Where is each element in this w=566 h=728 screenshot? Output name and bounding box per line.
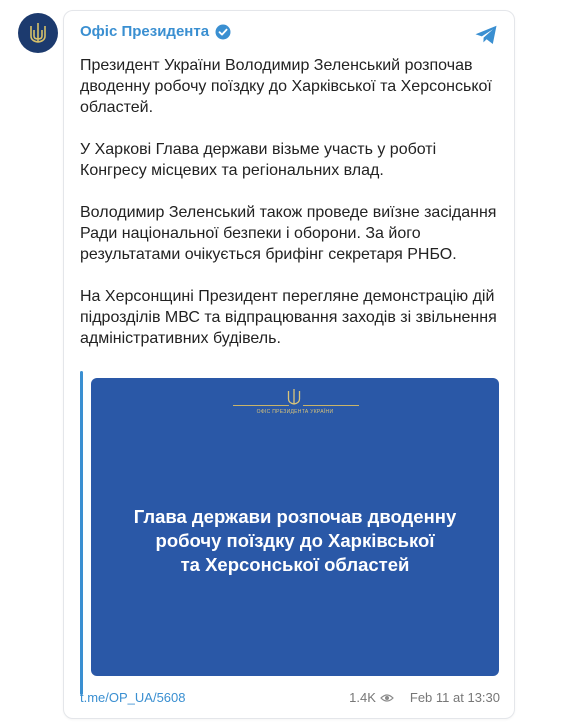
image-headline: [91, 505, 499, 577]
post-header: [80, 23, 231, 40]
verified-icon: [215, 24, 231, 40]
post-paragraph: Президент України Володимир Зеленський розпочав дводенну робочу поїздку до Харківської та Херсонської областей.: [80, 57, 492, 116]
channel-name[interactable]: Офіс Президента: [80, 23, 210, 40]
trident-icon: [29, 22, 47, 44]
post-paragraph: Володимир Зеленський також проведе виїзне засідання Ради національної безпеки і оборони. За його результатами очікується брифінг секретаря РНБО.: [80, 204, 497, 263]
post-card: [63, 10, 515, 719]
image-headline-line: та Херсонської областей: [180, 554, 410, 575]
trident-icon: [287, 388, 301, 406]
view-count: 1.4K: [349, 690, 376, 705]
post-meta: [349, 690, 500, 705]
post-paragraph: На Херсонщині Президент перегляне демонстрацію дій підрозділів МВС та відпрацювання заходів зі звільнення адміністративних будівель.: [80, 288, 497, 347]
image-headline-line: Глава держави розпочав дводенну: [133, 506, 457, 527]
post-paragraph: У Харкові Глава держави візьме участь у роботі Конгресу місцевих та регіональних влад.: [80, 141, 437, 179]
image-headline-line: робочу поїздку до Харківської: [155, 530, 435, 551]
post-text: [80, 55, 500, 370]
telegram-icon[interactable]: [474, 23, 498, 47]
image-divider: [233, 405, 289, 406]
avatar[interactable]: [18, 13, 58, 53]
post-timestamp[interactable]: Feb 11 at 13:30: [409, 690, 500, 705]
eye-icon: [380, 693, 394, 703]
post-image[interactable]: [91, 378, 499, 676]
post-link[interactable]: t.me/OP_UA/5608: [80, 690, 186, 705]
image-divider: [303, 405, 359, 406]
image-office-caption: ОФІС ПРЕЗИДЕНТА УКРАЇНИ: [256, 409, 334, 415]
quote-bar: [80, 371, 83, 695]
